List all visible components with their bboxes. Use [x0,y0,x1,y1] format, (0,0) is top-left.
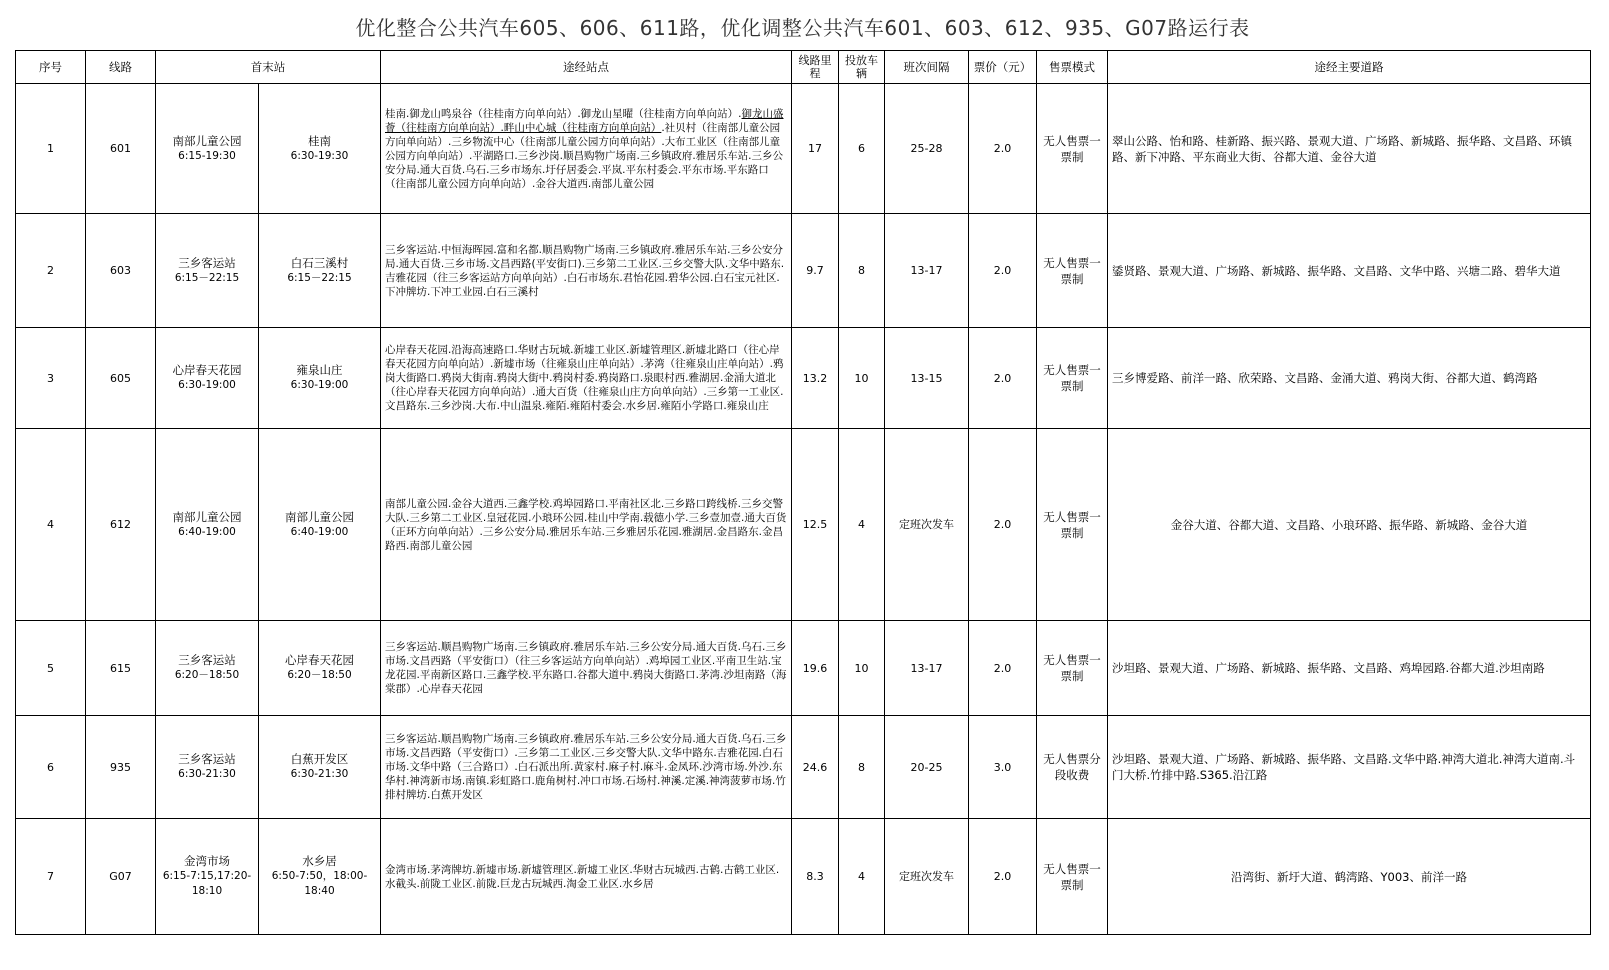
cell-roads: 三乡博爱路、前洋一路、欣荣路、文昌路、金涌大道、鸦岗大街、谷都大道、鹤湾路 [1108,328,1591,429]
cell-distance: 17 [792,84,839,214]
table-row [16,84,1591,214]
stations-part-c: .社贝村（往南部儿童公园方向单向站）.三乡物流中心（往南部儿童公园方向单向站）.大布工业区（往南部儿童公园方向单向站）.平湖路口.三乡沙岗.顺昌购物广场南.三乡镇政府.雅居乐车站.三乡公安分局.通大百货.乌石.三乡市场东.圩仔居委会.平岚.平东村委会.平东市场.平东路口（往南部儿童公园方向单向站）.金谷大道西.南部儿童公园 [385,121,784,190]
cell-stations: 心岸春天花园.沿海高速路口.华财古玩城.新墟工业区.新墟管理区.新墟北路口（往心岸春天花园方向单向站）.新墟市场（往雍泉山庄单向站）.茅湾（往雍泉山庄单向站）.鸦岗大街路口.鸦岗大街南.鸦岗大街中.鸦岗村委.鸦岗路口.泉眼村西.雅湖居.金涌大道北（往心岸春天花园方向单向站）.通大百货（往雍泉山庄方向单向站）.三乡第一工业区.文昌路东.三乡沙岗.大布.中山温泉.雍陌.雍陌村委会.水乡居.雍陌小学路口.雍泉山庄 [381,328,792,429]
cell-ticket-mode: 无人售票一票制 [1037,429,1108,621]
cell-interval: 13-17 [885,214,969,328]
stations-part-a: 桂南.御龙山鸣泉谷（往桂南方向单向站）.御龙山星曜（往桂南方向单向站）. [385,107,742,120]
table-row [16,819,1591,935]
header-ticket-mode: 售票模式 [1037,51,1108,84]
header-line: 线路 [86,51,156,84]
cell-roads: 翠山公路、怡和路、桂新路、振兴路、景观大道、广场路、新城路、振华路、文昌路、环镇路、新下冲路、平东商业大街、谷都大道、金谷大道 [1108,84,1591,214]
cell-line: 601 [86,84,156,214]
cell-seq: 3 [16,328,86,429]
cell-seq: 6 [16,716,86,819]
cell-interval: 定班次发车 [885,819,969,935]
cell-distance: 12.5 [792,429,839,621]
cell-line: 612 [86,429,156,621]
cell-start-stop [156,328,259,429]
start-stop-name: 南部儿童公园 [172,133,242,148]
cell-end-stop [259,621,381,716]
cell-fare: 3.0 [969,716,1037,819]
end-stop-time: 6:50-7:50，18:00-18:40 [271,870,368,897]
start-stop-name: 三乡客运站 [178,255,236,270]
page-title: 优化整合公共汽车605、606、611路，优化调整公共汽车601、603、612、935、G07路运行表 [355,15,1250,40]
cell-stations: 三乡客运站.顺昌购物广场南.三乡镇政府.雅居乐车站.三乡公安分局.通大百货.乌石.三乡市场.文昌西路（平安街口）.三乡第二工业区.三乡交警大队.文华中路东.吉雅花园.白石市场.文华中路（三合路口）.白石派出所.黄家村.麻子村.麻斗.金凤环.沙湾市场.外沙.东华村.神湾新市场.南镇.彩虹路口.鹿角树村.冲口市场.石场村.神溪.定溪.神湾菠萝市场.竹排村牌坊.白蕉开发区 [381,716,792,819]
end-stop-time: 6:30-19:30 [290,149,349,162]
cell-ticket-mode: 无人售票分段收费 [1037,716,1108,819]
cell-end-stop [259,214,381,328]
cell-ticket-mode: 无人售票一票制 [1037,621,1108,716]
cell-vehicles: 8 [839,214,885,328]
header-seq: 序号 [16,51,86,84]
cell-line: 935 [86,716,156,819]
cell-end-stop [259,84,381,214]
cell-vehicles: 6 [839,84,885,214]
end-stop-name: 南部儿童公园 [285,509,354,524]
table-row [16,328,1591,429]
start-stop-time: 6:40-19:00 [178,525,236,538]
cell-interval: 25-28 [885,84,969,214]
end-stop-name: 白石三溪村 [290,255,349,270]
start-stop-name: 南部儿童公园 [172,509,242,524]
cell-fare: 2.0 [969,328,1037,429]
header-roads: 途经主要道路 [1108,51,1591,84]
start-stop-time: 6:30-21:30 [178,768,236,780]
header-interval: 班次间隔 [885,51,969,84]
table-row [16,429,1591,621]
cell-line: 603 [86,214,156,328]
cell-end-stop [259,819,381,935]
end-stop-time: 6:15－22:15 [287,271,352,284]
cell-fare: 2.0 [969,84,1037,214]
start-stop-name: 金湾市场 [184,854,230,868]
cell-seq: 7 [16,819,86,935]
cell-interval: 13-17 [885,621,969,716]
start-stop-name: 心岸春天花园 [172,363,242,377]
cell-vehicles: 10 [839,621,885,716]
cell-interval: 定班次发车 [885,429,969,621]
cell-distance: 8.3 [792,819,839,935]
cell-start-stop [156,621,259,716]
cell-seq: 5 [16,621,86,716]
cell-fare: 2.0 [969,214,1037,328]
cell-vehicles: 4 [839,429,885,621]
stations-part-underlined: 御龙山盛薈（往桂南方向单向站）.畔山中心城（往桂南方向单向站） [385,107,784,134]
header-terminals: 首末站 [156,51,381,84]
cell-start-stop [156,214,259,328]
start-stop-time: 6:15－22:15 [174,271,240,284]
end-stop-time: 6:30-19:00 [290,379,349,391]
cell-ticket-mode: 无人售票一票制 [1037,214,1108,328]
end-stop-time: 6:30-21:30 [290,768,349,780]
timetable [15,50,1591,935]
header-distance: 线路里程 [792,51,839,84]
end-stop-name: 白蕉开发区 [290,752,349,766]
cell-vehicles: 10 [839,328,885,429]
cell-start-stop [156,429,259,621]
cell-start-stop [156,819,259,935]
end-stop-time: 6:20－18:50 [287,669,352,681]
header-row [16,51,1591,84]
cell-roads: 鋈贤路、景观大道、广场路、新城路、振华路、文昌路、文华中路、兴塘二路、碧华大道 [1108,214,1591,328]
end-stop-name: 桂南 [308,133,331,148]
cell-line: 615 [86,621,156,716]
start-stop-time: 6:30-19:00 [178,379,236,391]
end-stop-name: 心岸春天花园 [285,653,354,667]
cell-vehicles: 4 [839,819,885,935]
cell-ticket-mode: 无人售票一票制 [1037,328,1108,429]
cell-start-stop [156,84,259,214]
start-stop-time: 6:20－18:50 [174,669,240,681]
cell-fare: 2.0 [969,621,1037,716]
cell-line: 605 [86,328,156,429]
cell-fare: 2.0 [969,819,1037,935]
start-stop-name: 三乡客运站 [178,653,236,667]
cell-end-stop [259,429,381,621]
cell-roads: 金谷大道、谷都大道、文昌路、小琅环路、振华路、新城路、金谷大道 [1108,429,1591,621]
cell-stations: 南部儿童公园.金谷大道西.三鑫学校.鸡埠园路口.平南社区北.三乡路口跨线桥.三乡交警大队.三乡第二工业区.皇冠花园.小琅环公园.桂山中学南.载德小学.三乡壹加壹.通大百货（正环方向单向站）.三乡公安分局.雅居乐车站.三乡雅居乐花园.雅湖居.金昌路东.金昌路西.南部儿童公园 [381,429,792,621]
cell-stations: 三乡客运站.中恒海晖园.富和名都.顺昌购物广场南.三乡镇政府.雅居乐车站.三乡公安分局.通大百货.三乡市场.文昌西路(平安街口).三乡第二工业区.三乡交警大队.文华中路东.吉雅花园（往三乡客运站方向单向站）.白石市场东.君怡花园.碧华公园.白石宝元社区.下冲牌坊.下冲工业园.白石三溪村 [381,214,792,328]
cell-seq: 2 [16,214,86,328]
cell-fare: 2.0 [969,429,1037,621]
cell-stations [381,84,792,214]
header-stations: 途经站点 [381,51,792,84]
start-stop-time: 6:15-19:30 [178,149,236,162]
cell-roads: 沙坦路、景观大道、广场路、新城路、振华路、文昌路、鸡埠园路.谷都大道.沙坦南路 [1108,621,1591,716]
header-vehicles: 投放车辆 [839,51,885,84]
end-stop-name: 雍泉山庄 [296,363,343,377]
table-row [16,621,1591,716]
cell-end-stop [259,328,381,429]
end-stop-time: 6:40-19:00 [290,525,349,538]
cell-stations: 三乡客运站.顺昌购物广场南.三乡镇政府.雅居乐车站.三乡公安分局.通大百货.乌石.三乡市场.文昌西路（平安街口）（往三乡客运站方向单向站）.鸡埠园工业区.平南卫生站.宝龙花园.平南新区路口.三鑫学校.平东路口.谷都大道中.鸦岗大街路口.茅湾.沙坦南路（海棠郡）.心岸春天花园 [381,621,792,716]
cell-line: G07 [86,819,156,935]
cell-roads: 沿湾街、新圩大道、鹤湾路、Y003、前洋一路 [1108,819,1591,935]
header-fare: 票价（元） [969,51,1037,84]
cell-distance: 24.6 [792,716,839,819]
end-stop-name: 水乡居 [302,854,337,868]
cell-interval: 13-15 [885,328,969,429]
cell-seq: 4 [16,429,86,621]
cell-distance: 13.2 [792,328,839,429]
cell-seq: 1 [16,84,86,214]
table-row [16,214,1591,328]
cell-roads: 沙坦路、景观大道、广场路、新城路、振华路、文昌路.文华中路.神湾大道北.神湾大道南.斗门大桥.竹排中路.S365.沿江路 [1108,716,1591,819]
cell-interval: 20-25 [885,716,969,819]
cell-distance: 19.6 [792,621,839,716]
cell-stations: 金湾市场.茅湾牌坊.新墟市场.新墟管理区.新墟工业区.华财古玩城西.古鹤.古鹤工业区.水截头.前陇工业区.前陇.巨龙古玩城西.淘金工业区.水乡居 [381,819,792,935]
table-row [16,716,1591,819]
start-stop-name: 三乡客运站 [178,752,236,766]
start-stop-time: 6:15-7:15,17:20-18:10 [162,870,252,897]
cell-end-stop [259,716,381,819]
cell-vehicles: 8 [839,716,885,819]
cell-distance: 9.7 [792,214,839,328]
cell-ticket-mode: 无人售票一票制 [1037,819,1108,935]
cell-ticket-mode: 无人售票一票制 [1037,84,1108,214]
cell-start-stop [156,716,259,819]
